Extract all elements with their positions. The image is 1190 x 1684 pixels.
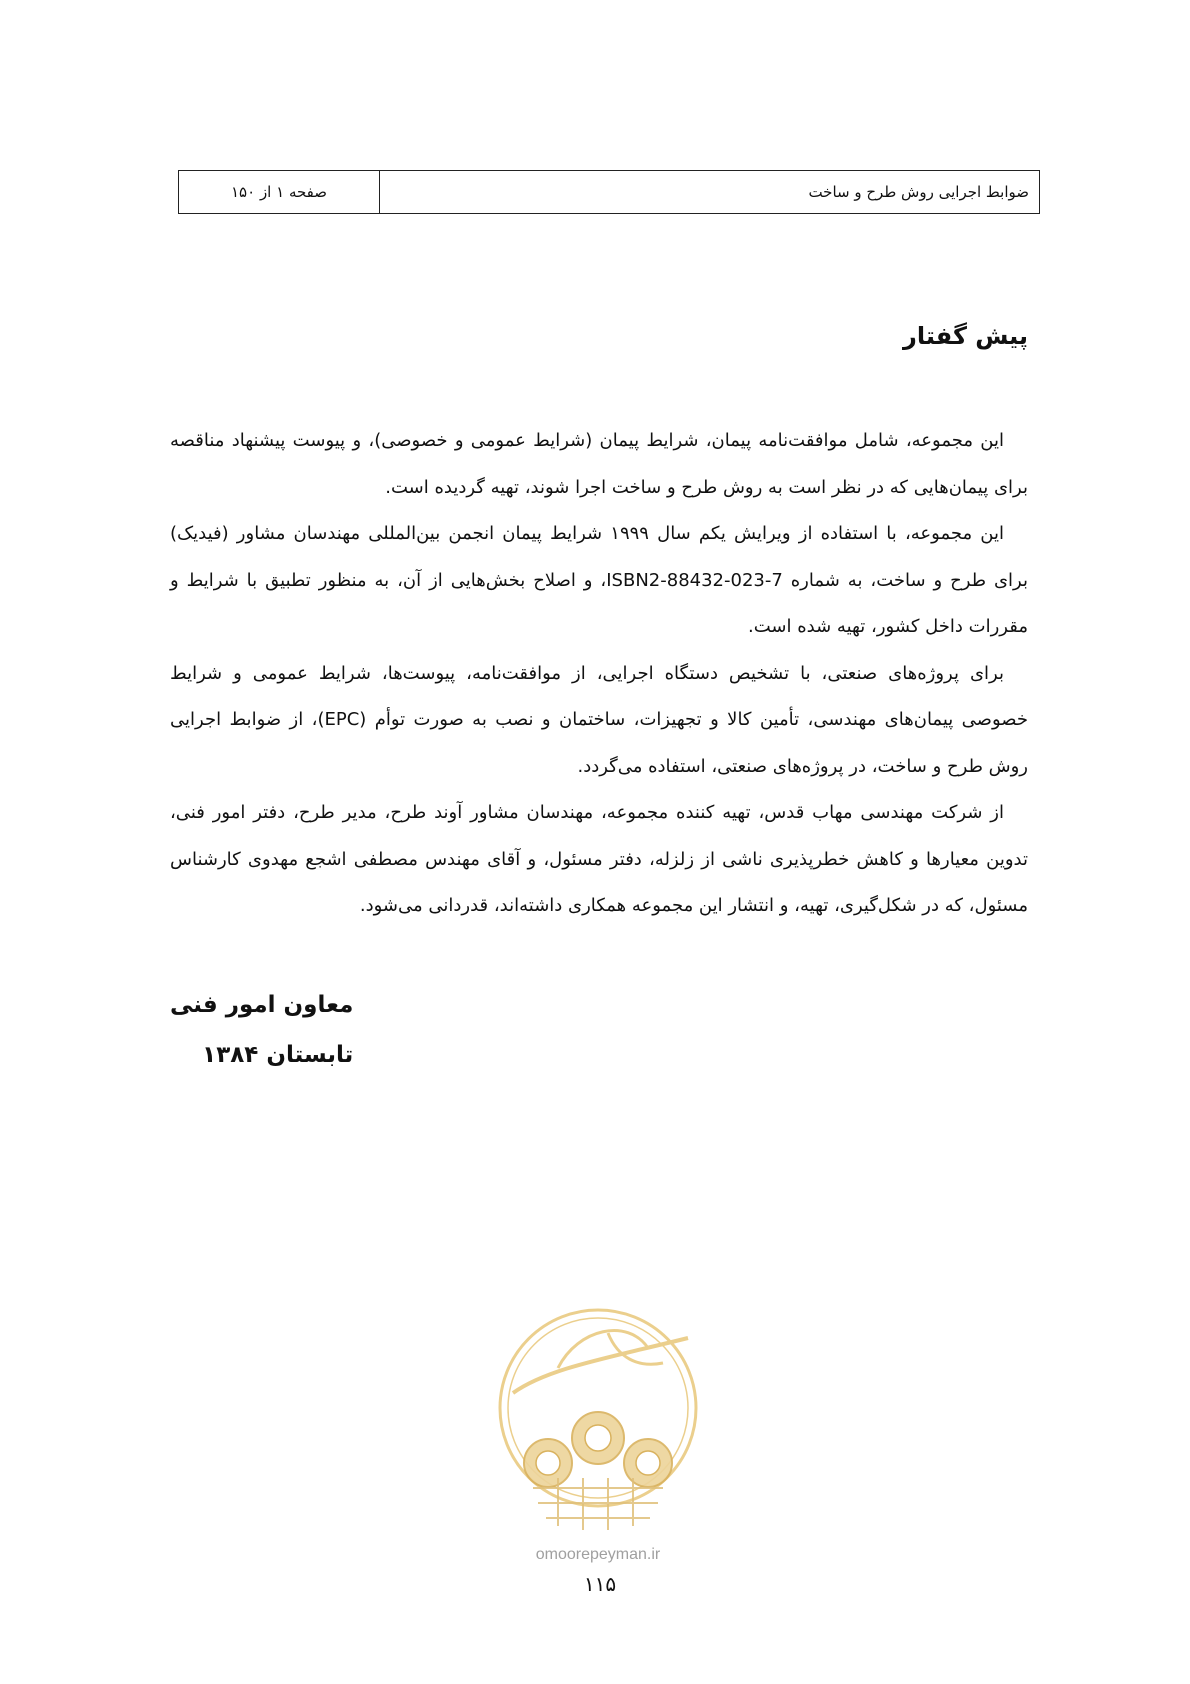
signature-role: معاون امور فنی <box>170 992 354 1018</box>
paragraph: برای پروژه‌های صنعتی، با تشخیص دستگاه اجرایی، از موافقت‌نامه، پیوست‌ها، شرایط عمومی و شرایط خصوصی پیمان‌های مهندسی، تأمین کالا و تجهیزات، ساختمان و نصب به صورت توأم (EPC)، از ضوابط اجرایی روش طرح و ساخت، در پروژه‌های صنعتی، استفاده می‌گردد. <box>170 662 1029 777</box>
paragraph: این مجموعه، شامل موافقت‌نامه پیمان، شرایط پیمان (شرایط عمومی و خصوصی)، و پیوست پیشنهاد مناقصه برای پیمان‌هایی که در نظر است به روش طرح و ساخت اجرا شوند، تهیه گردیده است. <box>170 430 1028 498</box>
header-page-info: صفحه ۱ از ۱۵۰ <box>231 183 328 201</box>
header-document-title: ضوابط اجرایی روش طرح و ساخت <box>379 171 1039 213</box>
page-header <box>178 170 1040 214</box>
paragraph: از شرکت مهندسی مهاب قدس، تهیه کننده مجموعه، مهندسان مشاور آوند طرح، مدیر طرح، دفتر امور فنی، تدوین معیارها و کاهش خطرپذیری ناشی از زلزله، دفتر مسئول، و آقای مهندس مصطفی اشجع مهدوی کارشناس مسئول، که در شکل‌گیری، تهیه، و انتشار این مجموعه همکاری داشته‌اند، قدردانی می‌شود. <box>170 802 1028 916</box>
preface-body <box>170 418 1028 930</box>
signature-block <box>170 980 353 1080</box>
seal-logo-icon <box>488 1298 708 1538</box>
paragraph: این مجموعه، با استفاده از ویرایش یکم سال ۱۹۹۹ شرایط پیمان انجمن بین‌المللی مهندسان مشاور (فیدیک) برای طرح و ساخت، به شماره ISBN2-88432-023-7، و اصلاح بخش‌هایی از آن، به منظور تطبیق با شرایط و مقررات داخل کشور، تهیه شده است. <box>170 523 1029 637</box>
signature-date: تابستان ۱۳۸۴ <box>202 1042 354 1068</box>
page-title: پیش گفتار <box>903 322 1028 350</box>
seal-caption: omoorepeyman.ir <box>535 1546 661 1563</box>
page-number: ۱۱۵ <box>583 1572 617 1596</box>
